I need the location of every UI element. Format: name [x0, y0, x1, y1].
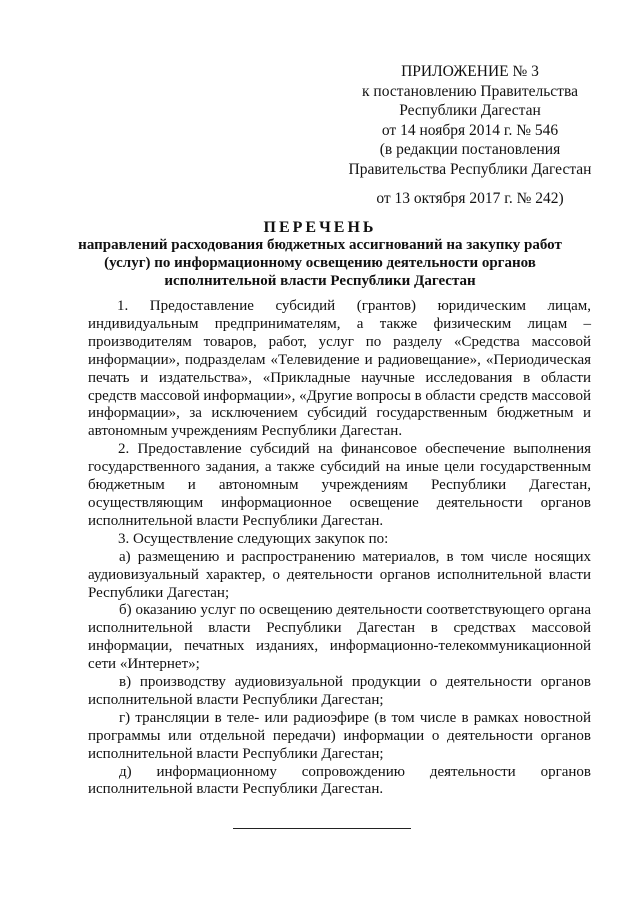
appendix-line: Правительства Республики Дагестан	[348, 160, 592, 178]
subitem-d: д) информационному сопровождению деятельности органов исполнительной власти Республики Дагестан.	[88, 763, 591, 798]
subitem-b: б) оказанию услуг по освещению деятельности соответствующего органа исполнительной власти Республики Дагестан в средствах массовой информации, печатных изданиях, информационно-телекоммуникационной сети «Интернет»;	[88, 602, 591, 673]
appendix-header	[340, 62, 600, 209]
subitem-g: г) трансляции в теле- или радиоэфире (в том числе в рамках новостной программы или отдельной передачи) информации о деятельности органов исполнительной власти Республики Дагестан;	[88, 709, 591, 762]
document-body	[88, 298, 591, 799]
appendix-line: к постановлению Правительства	[362, 82, 578, 100]
subtitle-line: направлений расходования бюджетных ассигнований на закупку работ	[78, 237, 562, 253]
subitem-a: а) размещению и распространению материалов, в том числе носящих аудиовизуальный характер, о деятельности органов исполнительной власти Республики Дагестан;	[88, 548, 591, 601]
document-subtitle	[70, 236, 570, 290]
appendix-date: от 14 ноября 2014 г. № 546	[381, 121, 559, 139]
subtitle-line: (услуг) по информационному освещению деятельности органов	[104, 255, 536, 271]
subitem-v: в) производству аудиовизуальной продукции о деятельности органов исполнительной власти Республики Дагестан;	[88, 674, 591, 708]
end-divider	[233, 828, 411, 829]
appendix-line: Республики Дагестан	[399, 102, 541, 119]
appendix-amendment-date: от 13 октября 2017 г. № 242)	[376, 190, 564, 207]
document-title: ПЕРЕЧЕНЬ	[263, 219, 377, 236]
paragraph-2: 2. Предоставление субсидий на финансовое обеспечение выполнения государственного задания, а также субсидий на иные цели государственным бюджетным и автономным учреждениям Республики Дагестан, осуществляющим информационное освещение деятельности органов исполнительной власти Республики Дагестан.	[88, 441, 591, 529]
paragraph-3: 3. Осуществление следующих закупок по:	[118, 530, 389, 547]
subtitle-line: исполнительной власти Республики Дагестан	[164, 273, 476, 289]
paragraph-1: 1. Предоставление субсидий (грантов) юридическим лицам, индивидуальным предпринимателям, а также физическим лицам – производителям товаров, работ, услуг по разделу «Средства массовой информации», подразделам «Телевидение и радиовещание», «Периодическая печать и издательства», «Прикладные научные исследования в области средств массовой информации», «Другие вопросы в области средств массовой информации», за исключением субсидий государственным бюджетным и автономным учреждениям Республики Дагестан.	[88, 298, 591, 440]
appendix-number: ПРИЛОЖЕНИЕ № 3	[401, 63, 539, 80]
appendix-line: (в редакции постановления	[379, 141, 561, 158]
